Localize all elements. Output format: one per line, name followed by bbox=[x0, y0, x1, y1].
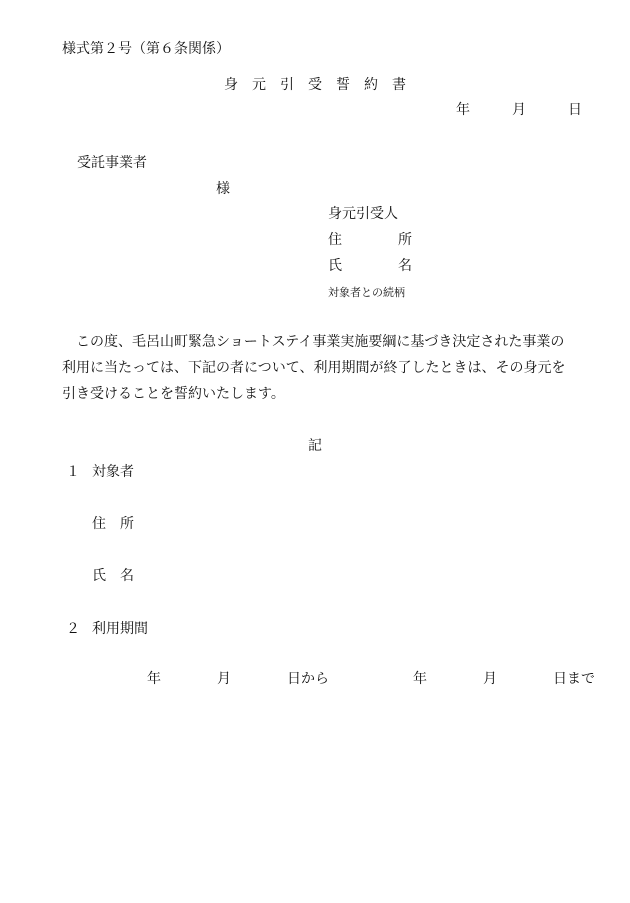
record-heading: 記 bbox=[308, 438, 322, 454]
item2-label: 利用期間 bbox=[92, 621, 148, 637]
item1-label: 対象者 bbox=[92, 464, 134, 480]
body-paragraph: この度、毛呂山町緊急ショートステイ事業実施要綱に基づき決定された事業の利用に当たっては、下記の者について、利用期間が終了したときは、その身元を引き受けることを誓約いたします。 bbox=[62, 334, 566, 402]
guarantor-label: 身元引受人 bbox=[328, 206, 398, 222]
addressee-name: 受託事業者 bbox=[77, 155, 147, 171]
item1-number: １ bbox=[66, 464, 80, 480]
date-line: 年 月 日 bbox=[456, 102, 582, 118]
item2-number: ２ bbox=[66, 621, 80, 637]
form-number: 様式第２号（第６条関係） bbox=[62, 41, 230, 57]
usage-period-line: 年 月 日から 年 月 日まで bbox=[147, 671, 595, 687]
item1-name-label: 氏 名 bbox=[92, 568, 134, 584]
guarantor-name-label: 氏 名 bbox=[328, 258, 412, 274]
item1-address-label: 住 所 bbox=[92, 516, 134, 532]
guarantor-relation-label: 対象者との続柄 bbox=[328, 286, 405, 299]
document-title: 身 元 引 受 誓 約 書 bbox=[224, 77, 406, 93]
addressee-honorific: 様 bbox=[216, 181, 230, 197]
guarantor-address-label: 住 所 bbox=[328, 232, 412, 248]
